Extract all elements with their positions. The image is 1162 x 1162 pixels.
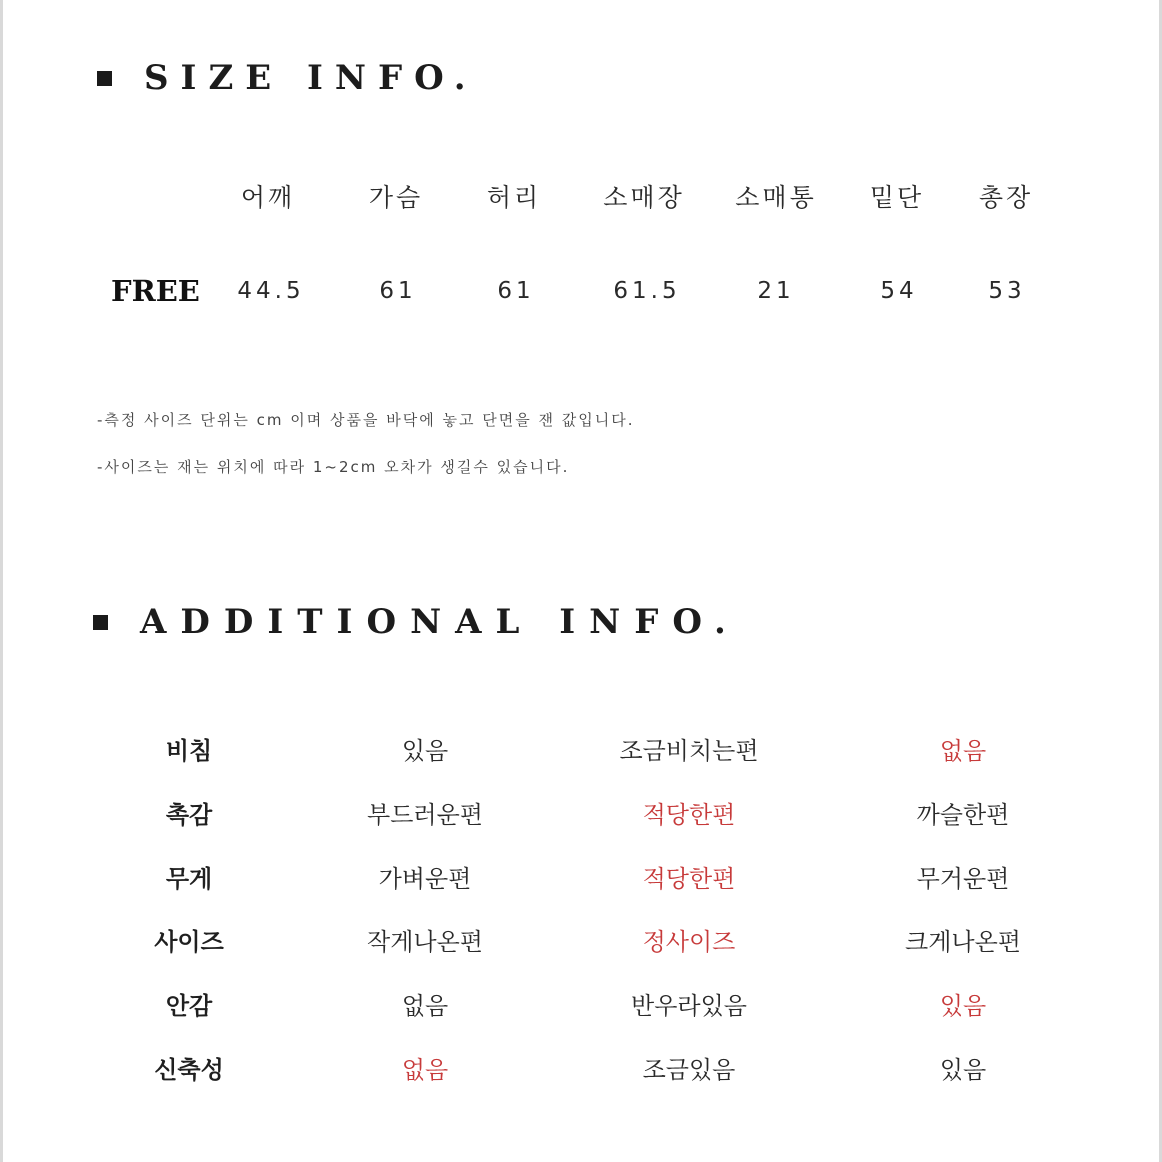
additional-row-option: 반우라있음 xyxy=(631,992,747,1020)
additional-row-option: 없음 xyxy=(401,1056,449,1084)
square-bullet-icon xyxy=(97,71,112,86)
additional-row-option: 조금비치는편 xyxy=(619,737,759,765)
size-header-hem: 밑단 xyxy=(869,183,925,212)
additional-row-option: 적당한편 xyxy=(642,801,736,829)
size-header-chest: 가슴 xyxy=(368,183,424,212)
additional-info-title-text: ADDITIONAL INFO. xyxy=(140,602,740,642)
size-note: -측정 사이즈 단위는 cm 이며 상품을 바닥에 놓고 단면을 잰 값입니다. xyxy=(97,411,635,429)
size-value-waist: 61 xyxy=(497,278,535,304)
size-header-sleeve-length: 소매장 xyxy=(603,183,685,212)
size-info-title xyxy=(97,58,478,98)
size-value-total-length: 53 xyxy=(988,278,1026,304)
size-header-sleeve-width: 소매통 xyxy=(735,183,817,212)
additional-row-label: 신축성 xyxy=(154,1056,224,1084)
size-value-sleeve-width: 21 xyxy=(757,278,795,304)
additional-row-option: 적당한편 xyxy=(642,865,736,893)
additional-row-option: 정사이즈 xyxy=(642,928,736,956)
size-header-shoulder: 어깨 xyxy=(240,183,296,212)
size-note: -사이즈는 재는 위치에 따라 1~2cm 오차가 생길수 있습니다. xyxy=(97,458,570,476)
square-bullet-icon xyxy=(93,615,108,630)
size-value-shoulder: 44.5 xyxy=(237,278,305,304)
additional-row-option: 까슬한편 xyxy=(916,801,1010,829)
additional-row-label: 촉감 xyxy=(165,801,213,829)
additional-row-option: 무거운편 xyxy=(916,865,1010,893)
additional-row-option: 없음 xyxy=(401,992,449,1020)
additional-row-option: 조금있음 xyxy=(642,1056,736,1084)
size-value-hem: 54 xyxy=(880,278,918,304)
additional-info-title xyxy=(93,602,740,642)
size-header-total-length: 총장 xyxy=(978,183,1034,212)
additional-row-option: 있음 xyxy=(939,1056,987,1084)
additional-row-label: 비침 xyxy=(165,737,213,765)
additional-row-option: 있음 xyxy=(939,992,987,1020)
additional-row-option: 있음 xyxy=(401,737,449,765)
size-value-chest: 61 xyxy=(379,278,417,304)
additional-row-option: 없음 xyxy=(939,737,987,765)
size-header-waist: 허리 xyxy=(486,183,542,212)
size-value-sleeve-length: 61.5 xyxy=(613,278,681,304)
additional-row-label: 안감 xyxy=(165,992,213,1020)
additional-row-option: 가벼운편 xyxy=(378,865,472,893)
additional-row-option: 부드러운편 xyxy=(367,801,483,829)
additional-row-label: 무게 xyxy=(165,865,213,893)
additional-row-option: 크게나온편 xyxy=(905,928,1021,956)
size-label-free: FREE xyxy=(111,274,200,308)
additional-row-label: 사이즈 xyxy=(154,928,224,956)
additional-row-option: 작게나온편 xyxy=(367,928,483,956)
size-info-title-text: SIZE INFO. xyxy=(144,58,478,98)
